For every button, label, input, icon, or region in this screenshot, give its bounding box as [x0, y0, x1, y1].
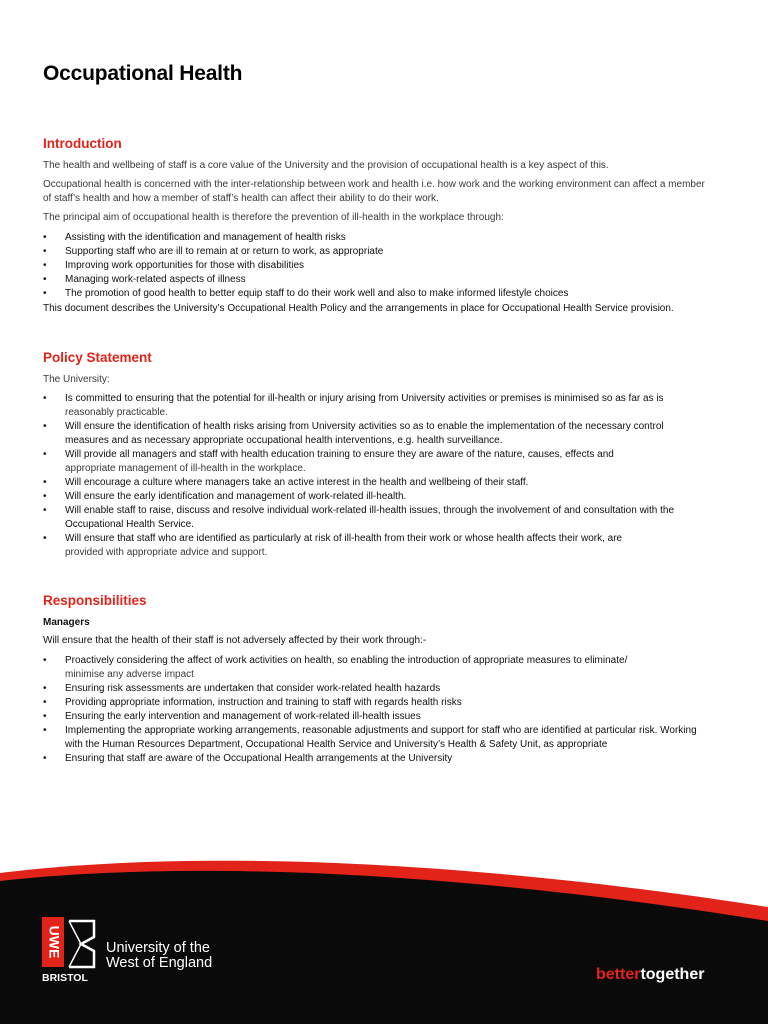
- tagline-better: better: [596, 966, 641, 983]
- list-item: • Will encourage a culture where managers take an active interest in the health and wellbeing of their staff.: [43, 477, 529, 488]
- list-item: • Ensuring risk assessments are undertaken that consider work-related health hazards: [43, 683, 441, 694]
- list-item: • Will ensure the early identification and management of work-related ill-health.: [43, 491, 407, 502]
- bullet-icon: •: [43, 421, 47, 432]
- uwe-logo: [42, 917, 98, 983]
- university-name: [106, 941, 212, 971]
- tagline-together: together: [640, 966, 705, 983]
- list-item: • Implementing the appropriate working arrangements, reasonable adjustments and support for staff who are identified at particular risk. Working with the Human Resources Department, Occupational Health Service and University’s Health & Safety Unit, as appropriate: [43, 725, 697, 750]
- list-item: • The promotion of good health to better equip staff to do their work well and also to make informed lifestyle choices: [43, 288, 569, 299]
- introduction-heading: Introduction: [43, 136, 122, 151]
- responsibilities-lead: Will ensure that the health of their staff is not adversely affected by their work through:-: [43, 635, 427, 646]
- list-item: • Providing appropriate information, instruction and training to staff with regards health risks: [43, 697, 462, 708]
- list-item: • Will ensure the identification of health risks arising from University activities so as to enable the implementation of the necessary control measures and as necessary appropriate occupational health interventions, e.g. health surveillance.: [43, 421, 664, 446]
- list-item: • Assisting with the identification and management of health risks: [43, 232, 346, 243]
- bullet-icon: •: [43, 711, 47, 722]
- policy-section: [43, 350, 708, 560]
- list-item: • Ensuring that staff are aware of the Occupational Health arrangements at the University: [43, 753, 453, 764]
- list-item: • Will enable staff to raise, discuss and resolve individual work-related ill-health issues, through the involvement of and consultation with the Occupational Health Service.: [43, 505, 675, 530]
- intro-paragraph-1: The health and wellbeing of staff is a core value of the University and the provision of occupational health is a key aspect of this.: [43, 160, 609, 171]
- bullet-icon: •: [43, 260, 47, 271]
- list-item: • Managing work-related aspects of illness: [43, 274, 246, 285]
- bullet-icon: •: [43, 697, 47, 708]
- university-name-line-1: University of the: [106, 940, 210, 956]
- footer-swoosh: [0, 845, 768, 1024]
- bullet-icon: •: [43, 753, 47, 764]
- list-item: • Is committed to ensuring that the potential for ill-health or injury arising from University activities or premises is minimised so as far as is reasonably practicable.: [43, 393, 664, 418]
- bullet-icon: •: [43, 683, 47, 694]
- bullet-icon: •: [43, 725, 47, 736]
- page-title: Occupational Health: [43, 62, 243, 85]
- footer-band: [0, 845, 768, 1024]
- bullet-icon: •: [43, 533, 47, 544]
- bullet-icon: •: [43, 477, 47, 488]
- bullet-icon: •: [43, 491, 47, 502]
- intro-paragraph-3: The principal aim of occupational health is therefore the prevention of ill-health in the workplace through:: [43, 212, 504, 223]
- intro-bullet-list: [43, 231, 708, 301]
- intro-paragraph-4: This document describes the University’s Occupational Health Policy and the arrangements in place for Occupational Health Service provision.: [43, 303, 674, 314]
- list-item: • Supporting staff who are ill to remain at or return to work, as appropriate: [43, 246, 384, 257]
- uwe-logo-mark: [42, 917, 98, 983]
- list-item: • Improving work opportunities for those with disabilities: [43, 260, 304, 271]
- bullet-icon: •: [43, 505, 47, 516]
- bullet-icon: •: [43, 449, 47, 460]
- logo-city: BRISTOL: [42, 972, 88, 983]
- bullet-icon: •: [43, 274, 47, 285]
- responsibilities-section: [43, 593, 708, 766]
- bullet-icon: •: [43, 246, 47, 257]
- policy-lead: The University:: [43, 374, 110, 385]
- list-item: • Ensuring the early intervention and management of work-related ill-health issues: [43, 711, 421, 722]
- list-item: • Proactively considering the affect of work activities on health, so enabling the introduction of appropriate measures to eliminate/ minimise any adverse impact: [43, 655, 628, 680]
- logo-letters: UWE: [46, 925, 63, 959]
- managers-subheading: Managers: [43, 617, 90, 628]
- bullet-icon: •: [43, 393, 47, 404]
- policy-bullet-list: [43, 392, 708, 560]
- bullet-icon: •: [43, 232, 47, 243]
- university-name-line-2: West of England: [106, 955, 213, 971]
- responsibilities-heading: Responsibilities: [43, 593, 147, 608]
- introduction-section: [43, 136, 708, 316]
- policy-heading: Policy Statement: [43, 350, 152, 365]
- tagline: [596, 966, 704, 984]
- bullet-icon: •: [43, 288, 47, 299]
- list-item: • Will provide all managers and staff with health education training to ensure they are aware of the nature, causes, effects and appropriate management of ill-health in the workplace.: [43, 449, 614, 474]
- responsibilities-bullet-list: [43, 654, 708, 766]
- bullet-icon: •: [43, 655, 47, 666]
- list-item: • Will ensure that staff who are identified as particularly at risk of ill-health from their work or whose health affects their work, are provided with appropriate advice and support.: [43, 533, 623, 558]
- intro-paragraph-2: Occupational health is concerned with the inter-relationship between work and health i.e. how work and the working environment can affect a member of staff’s health and how a member of staff’s health can affect their ability to do their work.: [43, 179, 705, 204]
